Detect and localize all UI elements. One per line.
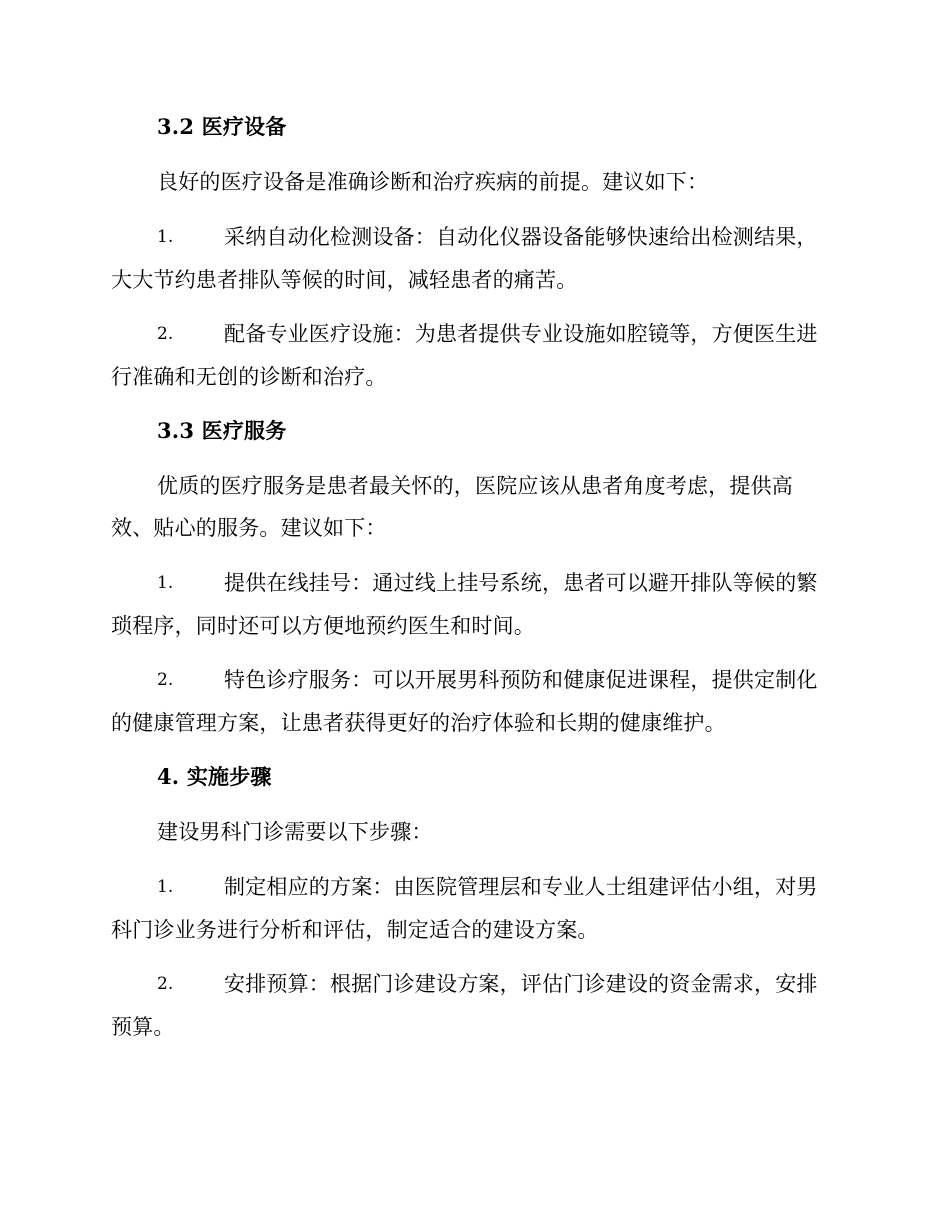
list-item-line: 安排预算：根据门诊建设方案，评估门诊建设的资金需求，安排 (224, 972, 818, 996)
list-item-line: 行准确和无创的诊断和治疗。 (111, 365, 387, 389)
section-heading: 4. 实施步骤 (157, 764, 272, 789)
list-item-number: 2. (157, 670, 174, 690)
list-item-number: 2. (157, 324, 174, 344)
list-item-line: 大大节约患者排队等候的时间，减轻患者的痛苦。 (111, 268, 578, 292)
list-item-line: 预算。 (111, 1015, 175, 1039)
section-heading: 3.3 医疗服务 (157, 418, 287, 443)
list-item-line: 的健康管理方案，让患者获得更好的治疗体验和长期的健康维护。 (111, 711, 726, 735)
section-intro: 优质的医疗服务是患者最关怀的，医院应该从患者角度考虑，提供高 (157, 474, 793, 498)
list-item-number: 1. (157, 877, 174, 897)
list-item-number: 2. (157, 974, 174, 994)
section-intro: 效、贴心的服务。建议如下： (111, 516, 387, 540)
list-item-line: 制定相应的方案：由医院管理层和专业人士组建评估小组，对男 (224, 875, 818, 899)
list-item-line: 科门诊业务进行分析和评估，制定适合的建设方案。 (111, 918, 599, 942)
section-intro: 良好的医疗设备是准确诊断和治疗疾病的前提。建议如下： (157, 170, 709, 194)
section-heading: 3.2 医疗设备 (157, 114, 287, 139)
section-intro: 建设男科门诊需要以下步骤： (157, 820, 433, 844)
list-item-line: 提供在线挂号：通过线上挂号系统，患者可以避开排队等候的繁 (224, 571, 818, 595)
list-item-number: 1. (157, 227, 174, 247)
list-item-number: 1. (157, 573, 174, 593)
list-item-line: 采纳自动化检测设备：自动化仪器设备能够快速给出检测结果， (224, 225, 818, 249)
list-item-line: 琐程序，同时还可以方便地预约医生和时间。 (111, 614, 535, 638)
list-item-line: 特色诊疗服务：可以开展男科预防和健康促进课程，提供定制化 (224, 668, 818, 692)
list-item-line: 配备专业医疗设施：为患者提供专业设施如腔镜等，方便医生进 (224, 322, 818, 346)
